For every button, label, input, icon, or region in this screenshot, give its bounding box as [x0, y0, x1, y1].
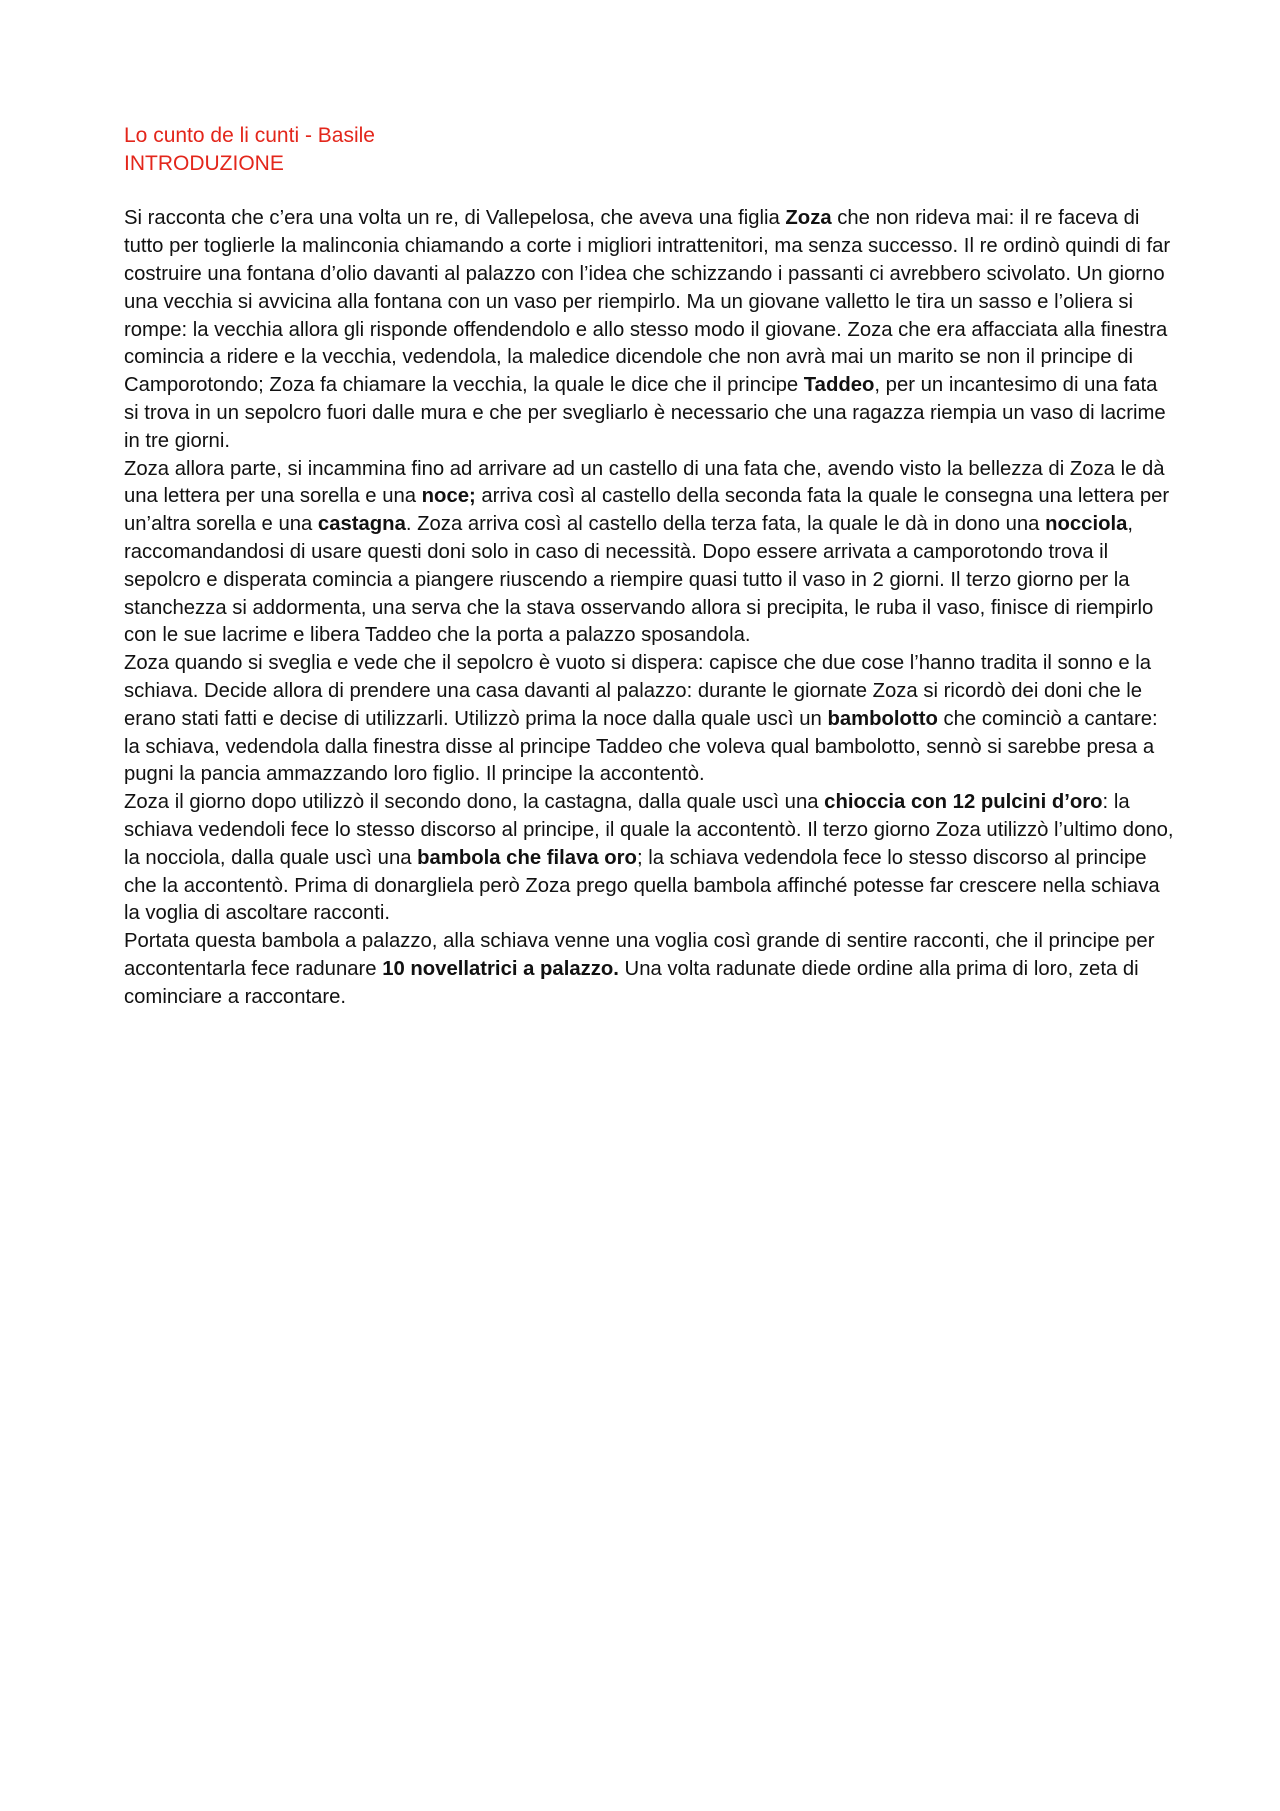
bold-text: bambolotto [827, 707, 938, 730]
text-run: arriva così al castello della seconda fata la quale le consegna una lettera per un’altra sorella e una [124, 485, 1170, 536]
spacer [124, 178, 1176, 206]
document-title: Lo cunto de li cunti - Basile [124, 124, 375, 147]
bold-text: castagna [317, 513, 406, 536]
bold-text: 10 novellatrici a palazzo. [382, 957, 619, 980]
paragraph [124, 650, 1176, 789]
bold-text: noce; [421, 485, 476, 508]
paragraph [124, 789, 1176, 928]
text-run: che cominciò a cantare: la schiava, vedendola dalla finestra disse al principe Taddeo che voleva qual bambolotto, sennò si sarebbe presa a pugni la pancia ammazzando loro figlio. Il principe la accontentò. [124, 707, 1158, 786]
text-run: : la schiava vedendoli fece lo stesso discorso al principe, il quale la accontentò. Il terzo giorno Zoza utilizzò l’ultimo dono, la nocciola, dalla quale uscì una [124, 791, 1174, 869]
text-run: ; la schiava vedendola fece lo stesso discorso al principe che la accontentò. Prima di donargliela però Zoza prego quella bambola affinché potesse far crescere nella schiava la voglia di ascoltare racconti. [124, 846, 1160, 925]
bold-text: Zoza [785, 207, 832, 230]
text-run: Portata questa bambola a palazzo, alla schiava venne una voglia così grande di sentire racconti, che il principe per accontentarla fece radunare [124, 930, 1155, 980]
bold-text: bambola che filava oro [417, 846, 637, 869]
paragraph [124, 205, 1176, 455]
bold-text: Taddeo [803, 374, 875, 397]
paragraph [124, 456, 1176, 651]
text-run: . Zoza arriva così al castello della terza fata, la quale le dà in dono una [405, 513, 1046, 536]
text-run: Si racconta che c’era una volta un re, di Vallepelosa, che aveva una figlia [124, 207, 786, 230]
document-page [124, 122, 1176, 1012]
text-run: Una volta radunate diede ordine alla prima di loro, zeta di cominciare a raccontare. [124, 957, 1139, 1008]
body-text [124, 205, 1176, 1011]
bold-text: chioccia con 12 pulcini d’oro [824, 791, 1103, 814]
text-run: , per un incantesimo di una fata si trova in un sepolcro fuori dalle mura e che per svegliarlo è necessario che una ragazza riempia un vaso di lacrime in tre giorni. [124, 374, 1166, 452]
bold-text: nocciola [1045, 513, 1128, 536]
text-run: , raccomandandosi di usare questi doni solo in caso di necessità. Dopo essere arrivata a camporotondo trova il sepolcro e disperata comincia a piangere riuscendo a riempire quasi tutto il vaso in 2 giorni. Il terzo giorno per la stanchezza si addormenta, una serva che la stava osservando allora si precipita, le ruba il vaso, finisce di riempirlo con le sue lacrime e libera Taddeo che la porta a palazzo sposandola. [124, 513, 1154, 647]
text-run: Zoza quando si sveglia e vede che il sepolcro è vuoto si dispera: capisce che due cose l’hanno tradita il sonno e la schiava. Decide allora di prendere una casa davanti al palazzo: durante le giornate Zoza si ricordò dei doni che le erano stati fatti e decise di utilizzarli. Utilizzò prima la noce dalla quale uscì un [124, 652, 1152, 730]
text-run: Zoza allora parte, si incammina fino ad arrivare ad un castello di una fata che, avendo visto la bellezza di Zoza le dà una lettera per una sorella e una [124, 457, 1165, 508]
text-run: che non rideva mai: il re faceva di tutto per toglierle la malinconia chiamando a corte i migliori intrattenitori, ma senza successo. Il re ordinò quindi di far costruire una fontana d’olio davanti al palazzo con l’idea che schizzando i passanti ci avrebbero scivolato. Un giorno una vecchia si avvicina alla fontana con un vaso per riempirlo. Ma un giovane valletto le tira un sasso e l’oliera si rompe: la vecchia allora gli risponde offendendolo e allo stesso modo il giovane. Zoza che era affacciata alla finestra comincia a ridere e la vecchia, vedendola, la maledice dicendole che non avrà mai un marito se non il principe di Camporotondo; Zoza fa chiamare la vecchia, la quale le dice che il principe [124, 207, 1171, 397]
text-run: Zoza il giorno dopo utilizzò il secondo dono, la castagna, dalla quale uscì una [124, 791, 825, 814]
paragraph [124, 928, 1176, 1011]
section-heading: INTRODUZIONE [124, 151, 284, 175]
